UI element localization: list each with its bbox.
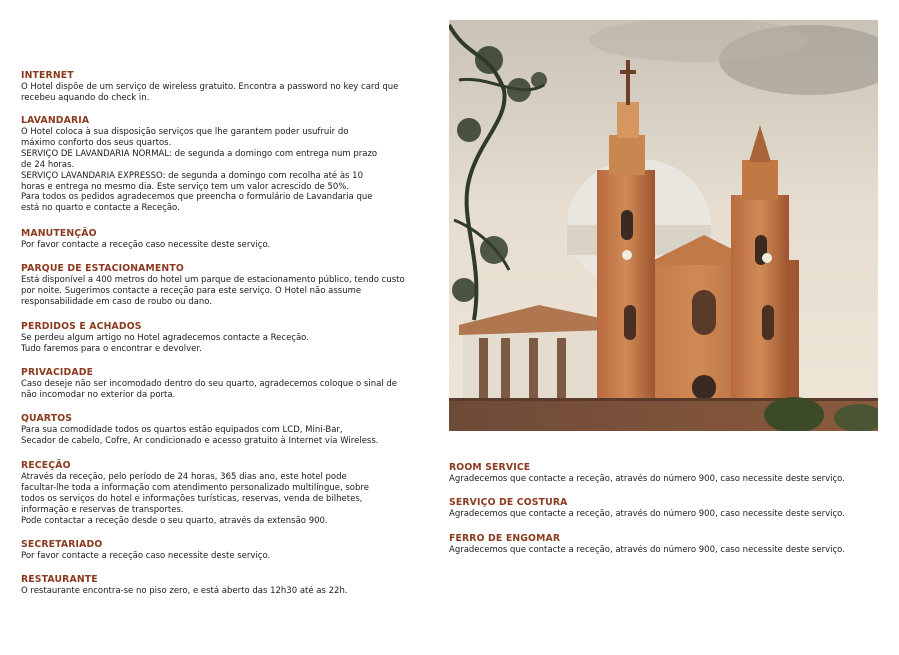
section-line: por noite. Sugerimos contacte a receção para este serviço. O Hotel não assume (21, 285, 362, 296)
section-servico-de-costura (449, 497, 845, 520)
section-heading: SECRETARIADO (21, 539, 103, 550)
section-restaurante (21, 574, 348, 597)
section-manutencao (21, 228, 270, 251)
section-line: O Hotel dispõe de um serviço de wireless gratuito. Encontra a password no key card que (21, 82, 399, 92)
section-heading: SERVIÇO DE COSTURA (449, 497, 568, 508)
section-line: SERVIÇO DE LAVANDARIA NORMAL: de segunda a domingo com entrega num prazo (21, 148, 378, 159)
section-line: Através da receção, pelo período de 24 horas, 365 dias ano, este hotel pode (21, 472, 347, 482)
section-perdidos-e-achados (21, 321, 309, 355)
section-privacidade (21, 367, 397, 401)
church-photo (449, 20, 878, 431)
section-line: Agradecemos que contacte a receção, através do número 900, caso necessite deste serviço. (449, 509, 845, 519)
section-ferro-de-engomar (449, 533, 845, 556)
section-line: máximo conforto dos seus quartos. (21, 137, 172, 148)
section-heading: MANUTENÇÃO (21, 228, 97, 239)
section-line: Por favor contacte a receção caso necessite deste serviço. (21, 551, 271, 561)
section-heading: LAVANDARIA (21, 115, 90, 126)
section-line: responsabilidade em caso de roubo ou dano. (21, 296, 212, 307)
section-secretariado (21, 539, 270, 562)
section-line: Para todos os pedidos agradecemos que preencha o formulário de Lavandaria que (21, 192, 373, 203)
section-heading: PERDIDOS E ACHADOS (21, 321, 142, 332)
section-heading: RESTAURANTE (21, 574, 98, 585)
section-line: Secador de cabelo, Cofre, Ar condicionado e acesso gratuito à Internet via Wireless. (21, 435, 379, 446)
section-lavandaria (21, 115, 377, 214)
section-line: facultar-lhe toda a informação com atendimento personalizado multilíngue, sobre (21, 482, 369, 493)
section-line: Agradecemos que contacte a receção, através do número 900, caso necessite deste serviço. (449, 474, 845, 484)
section-rececao (21, 460, 369, 527)
section-line: Pode contactar a receção desde o seu quarto, através da extensão 900. (21, 515, 328, 526)
section-line: está no quarto e contacte a Receção. (21, 203, 180, 214)
section-heading: ROOM SERVICE (449, 462, 531, 473)
section-line: Por favor contacte a receção caso necessite deste serviço. (21, 240, 271, 250)
section-line: Está disponível a 400 metros do hotel um parque de estacionamento público, tendo custo (21, 275, 405, 285)
section-line: de 24 horas. (21, 159, 75, 170)
section-line: não incomodar no exterior da porta. (21, 389, 176, 400)
section-internet (21, 70, 398, 104)
section-line: recebeu aquando do check in. (21, 92, 150, 103)
section-line: Agradecemos que contacte a receção, através do número 900, caso necessite deste serviço. (449, 545, 845, 555)
section-heading: RECEÇÃO (21, 460, 71, 471)
section-line: Caso deseje não ser incomodado dentro do seu quarto, agradecemos coloque o sinal de (21, 379, 398, 389)
section-line: O restaurante encontra-se no piso zero, e está aberto das 12h30 até as 22h. (21, 586, 348, 596)
section-line: Tudo faremos para o encontrar e devolver. (21, 343, 202, 354)
section-parque-de-estacionamento (21, 263, 405, 308)
section-line: O Hotel coloca à sua disposição serviços que lhe garantem poder usufruir do (21, 127, 349, 137)
section-heading: INTERNET (21, 70, 74, 81)
section-heading: FERRO DE ENGOMAR (449, 533, 561, 544)
section-line: SERVIÇO LAVANDARIA EXPRESSO: de segunda a domingo com recolha até às 10 (21, 170, 363, 181)
section-room-service (449, 462, 845, 485)
section-heading: QUARTOS (21, 413, 73, 424)
section-line: Para sua comodidade todos os quartos estão equipados com LCD, Mini-Bar, (21, 425, 343, 435)
section-heading: PARQUE DE ESTACIONAMENTO (21, 263, 184, 274)
section-line: horas e entrega no mesmo dia. Este serviço tem um valor acrescido de 50%. (21, 181, 350, 192)
section-line: informação e reservas de transportes. (21, 504, 184, 515)
section-heading: PRIVACIDADE (21, 367, 94, 378)
section-line: todos os serviços do hotel e informações turísticas, reservas, venda de bilhetes, (21, 493, 363, 504)
section-line: Se perdeu algum artigo no Hotel agradecemos contacte a Receção. (21, 333, 309, 343)
section-quartos (21, 413, 378, 447)
